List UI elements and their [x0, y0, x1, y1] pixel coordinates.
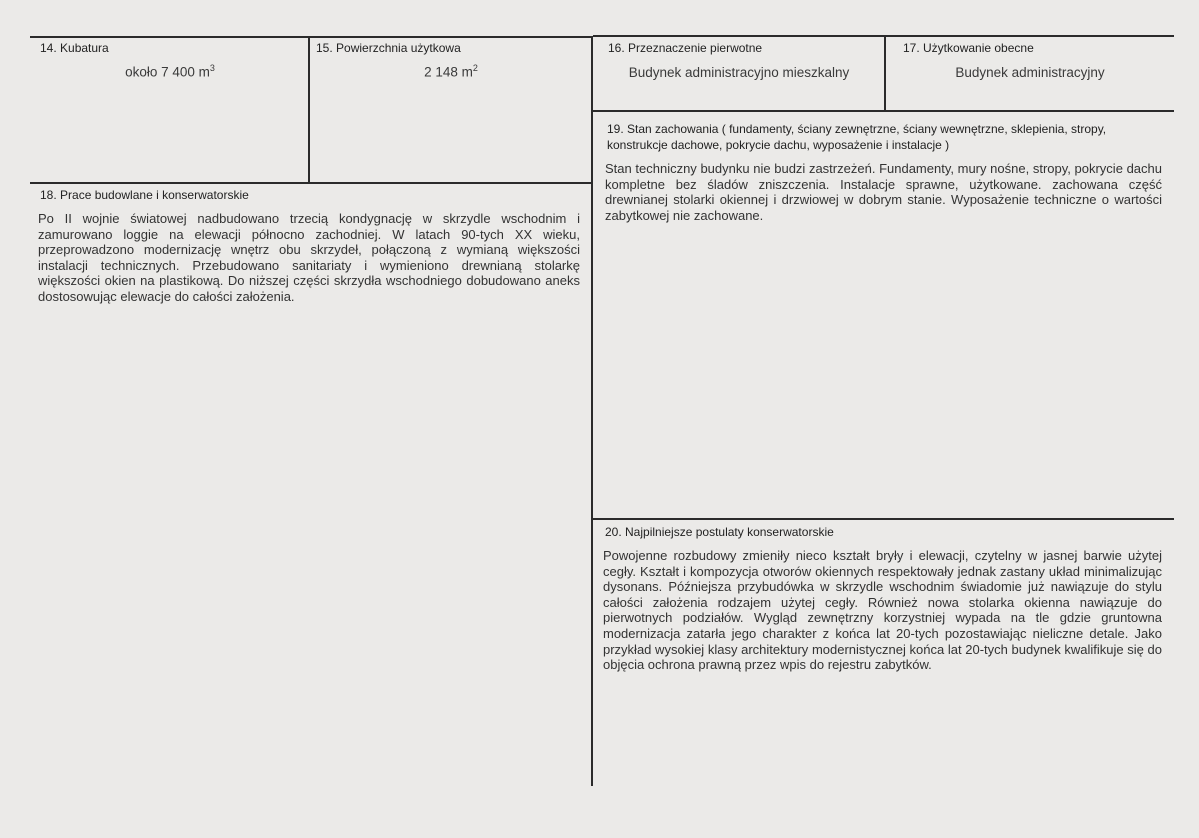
- rule-above-18: [30, 182, 593, 184]
- field-15-value: [316, 63, 586, 80]
- field-14-value-text: około 7 400 m: [125, 64, 210, 80]
- field-15-unit-sup: 2: [472, 63, 478, 73]
- field-15-value-text: 2 148 m: [424, 64, 473, 80]
- field-14-unit-sup: 3: [209, 63, 215, 73]
- divider-14-15: [308, 36, 310, 183]
- field-16-value: Budynek administracyjno mieszkalny: [628, 65, 850, 80]
- divider-center: [591, 36, 593, 786]
- field-15-label: 15. Powierzchnia użytkowa: [316, 41, 461, 55]
- field-14-value: [40, 63, 300, 80]
- field-19-label: 19. Stan zachowania ( fundamenty, ściany zewnętrzne, ściany wewnętrzne, sklepienia, stropy, konstrukcje dachowe, pokrycie dachu, wyposażenie i instalacje ): [607, 122, 1107, 152]
- field-17-value: Budynek administracyjny: [955, 65, 1105, 80]
- field-20-label: 20. Najpilniejsze postulaty konserwatorskie: [605, 525, 834, 539]
- field-19-text: Stan techniczny budynku nie budzi zastrzeżeń. Fundamenty, mury nośne, stropy, pokrycie dachu kompletne bez śladów zniszczenia. Instalacje sprawne, użytkowane. zachowana część drewnianej stolarki okiennej i drzwiowej w dobrym stanie. Wyposażenie techniczne o wartości zabytkowej nie zachowane.: [605, 161, 1162, 223]
- field-16-label: 16. Przeznaczenie pierwotne: [608, 41, 763, 55]
- divider-16-17: [884, 36, 886, 111]
- top-rule-left: [30, 36, 593, 38]
- rule-above-20: [593, 518, 1174, 520]
- field-17-label: 17. Użytkowanie obecne: [903, 41, 1034, 55]
- field-18-text: Po II wojnie światowej nadbudowano trzecią kondygnację w skrzydle wschodnim i zamurowano loggie na elewacji północno zachodniej. W latach 90-tych XX wieku, przeprowadzono modernizację wnętrz obu skrzydeł, połączoną z wymianą większości instalacji technicznych. Przebudowano sanitariaty i wymieniono drewnianą stolarkę większości okien na plastikową. Do niższej części skrzydła wschodniego dobudowano aneks dostosowując elewacje do całości założenia.: [38, 211, 580, 304]
- field-18-label: 18. Prace budowlane i konserwatorskie: [40, 188, 249, 202]
- field-20-text: Powojenne rozbudowy zmieniły nieco kształt bryły i elewacji, czytelny w jasnej barwie użytej cegły. Kształt i kompozycja otworów okiennych respektowały jednak zastany układ minimalizując dysonans. Późniejsza przybudówka w skrzydle wschodnim świadomie już nawiązuje do stylu całości założenia rodzajem użytej cegły. Również nowa stolarka okienna nawiązuje do pierwotnych podziałów. Wygląd zewnętrzny korzystniej wypada na tle gdzie gruntowna modernizacja zatarła jego charakter z końca lat 20-tych pozostawiając nieliczne detale. Jako przykład wysokiej klasy architektury modernistycznej końca lat 20-tych budynek kwalifikuje się do objęcia ochrona prawną przez wpis do rejestru zabytków.: [603, 548, 1162, 673]
- field-14-label: 14. Kubatura: [40, 41, 109, 55]
